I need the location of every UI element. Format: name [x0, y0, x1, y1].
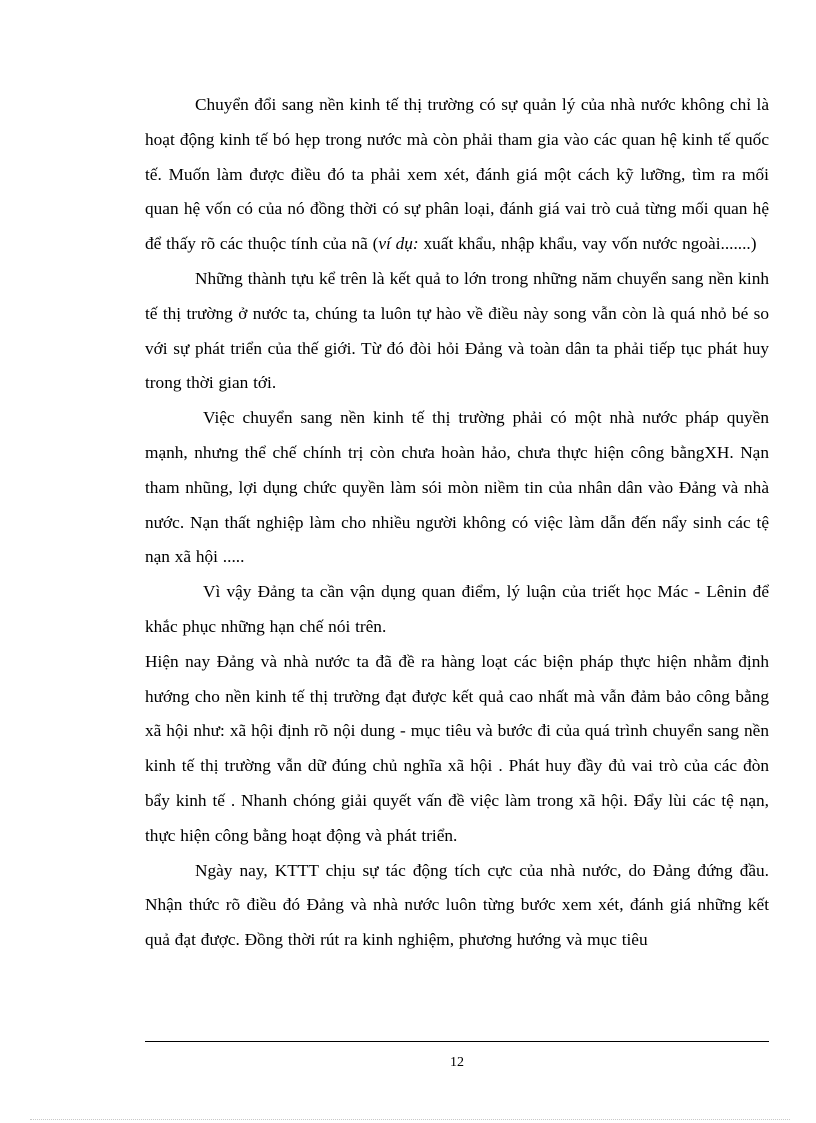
paragraph-6: Ngày nay, KTTT chịu sự tác động tích cực của nhà nước, do Đảng đứng đầu. Nhận thức rõ điều đó Đảng và nhà nước luôn từng bước xem xét, đánh giá những kết quả đạt được. Đồng thời rút ra kinh nghiệm, phương hướng và mục tiêu — [145, 860, 769, 950]
paragraph-1-text: Chuyển đổi sang nền kinh tế thị trường có sự quản lý của nhà nước không chỉ là hoạt động kinh tế bó hẹp trong nước mà còn phải tham gia vào các quan hệ kinh tế quốc tế. Muốn làm được điều đó ta phải xem xét, đánh giá một cách kỹ lưỡng, tìm ra mối quan hệ vốn có của nó đồng thời có sự phân loại, đánh giá vai trò cuả từng mối quan hệ để thấy rõ các thuộc tính của nã ( — [145, 95, 769, 254]
page-number: 12 — [450, 1055, 464, 1070]
footer-divider — [145, 1041, 769, 1042]
paragraph-1 — [145, 88, 769, 262]
paragraph-4: Vì vậy Đảng ta cần vận dụng quan điểm, lý luận của triết học Mác - Lênin để khắc phục những hạn chế nói trên. — [145, 582, 769, 636]
body-text — [145, 88, 769, 958]
paragraph-1-example-label: ví dụ: — [378, 234, 419, 254]
paragraph-2: Những thành tựu kể trên là kết quả to lớn trong những năm chuyển sang nền kinh tế thị trường ở nước ta, chúng ta luôn tự hào về điều này song vẫn còn là quá nhỏ bé so với sự phát triển của thế giới. Từ đó đòi hỏi Đảng và toàn dân ta phải tiếp tục phát huy trong thời gian tới. — [145, 268, 769, 393]
page-edge-dotted-line — [30, 1119, 790, 1120]
paragraph-1-examples: xuất khẩu, nhập khẩu, vay vốn nước ngoài.......) — [418, 234, 757, 254]
paragraph-3: Việc chuyển sang nền kinh tế thị trường phải có một nhà nước pháp quyền mạnh, nhưng thể chế chính trị còn chưa hoàn hảo, chưa thực hiện công bằngXH. Nạn tham nhũng, lợi dụng chức quyền làm sói mòn niềm tin của nhân dân vào Đảng và nhà nước. Nạn thất nghiệp làm cho nhiều người không có việc làm dẫn đến nẩy sinh các tệ nạn xã hội ..... — [145, 408, 769, 567]
paragraph-5: Hiện nay Đảng và nhà nước ta đã đề ra hàng loạt các biện pháp thực hiện nhằm định hướng cho nền kinh tế thị trường đạt được kết quả cao nhất mà vẫn đảm bảo công bằng xã hội như: xã hội định rõ nội dung - mục tiêu và bước đi của quá trình chuyển sang nền kinh tế thị trường vẫn dữ đúng chủ nghĩa xã hội . Phát huy đầy đủ vai trò của các đòn bẩy kinh tế . Nhanh chóng giải quyết vấn đề việc làm trong xã hội. Đẩy lùi các tệ nạn, thực hiện công bằng hoạt động và phát triển. — [145, 651, 769, 845]
